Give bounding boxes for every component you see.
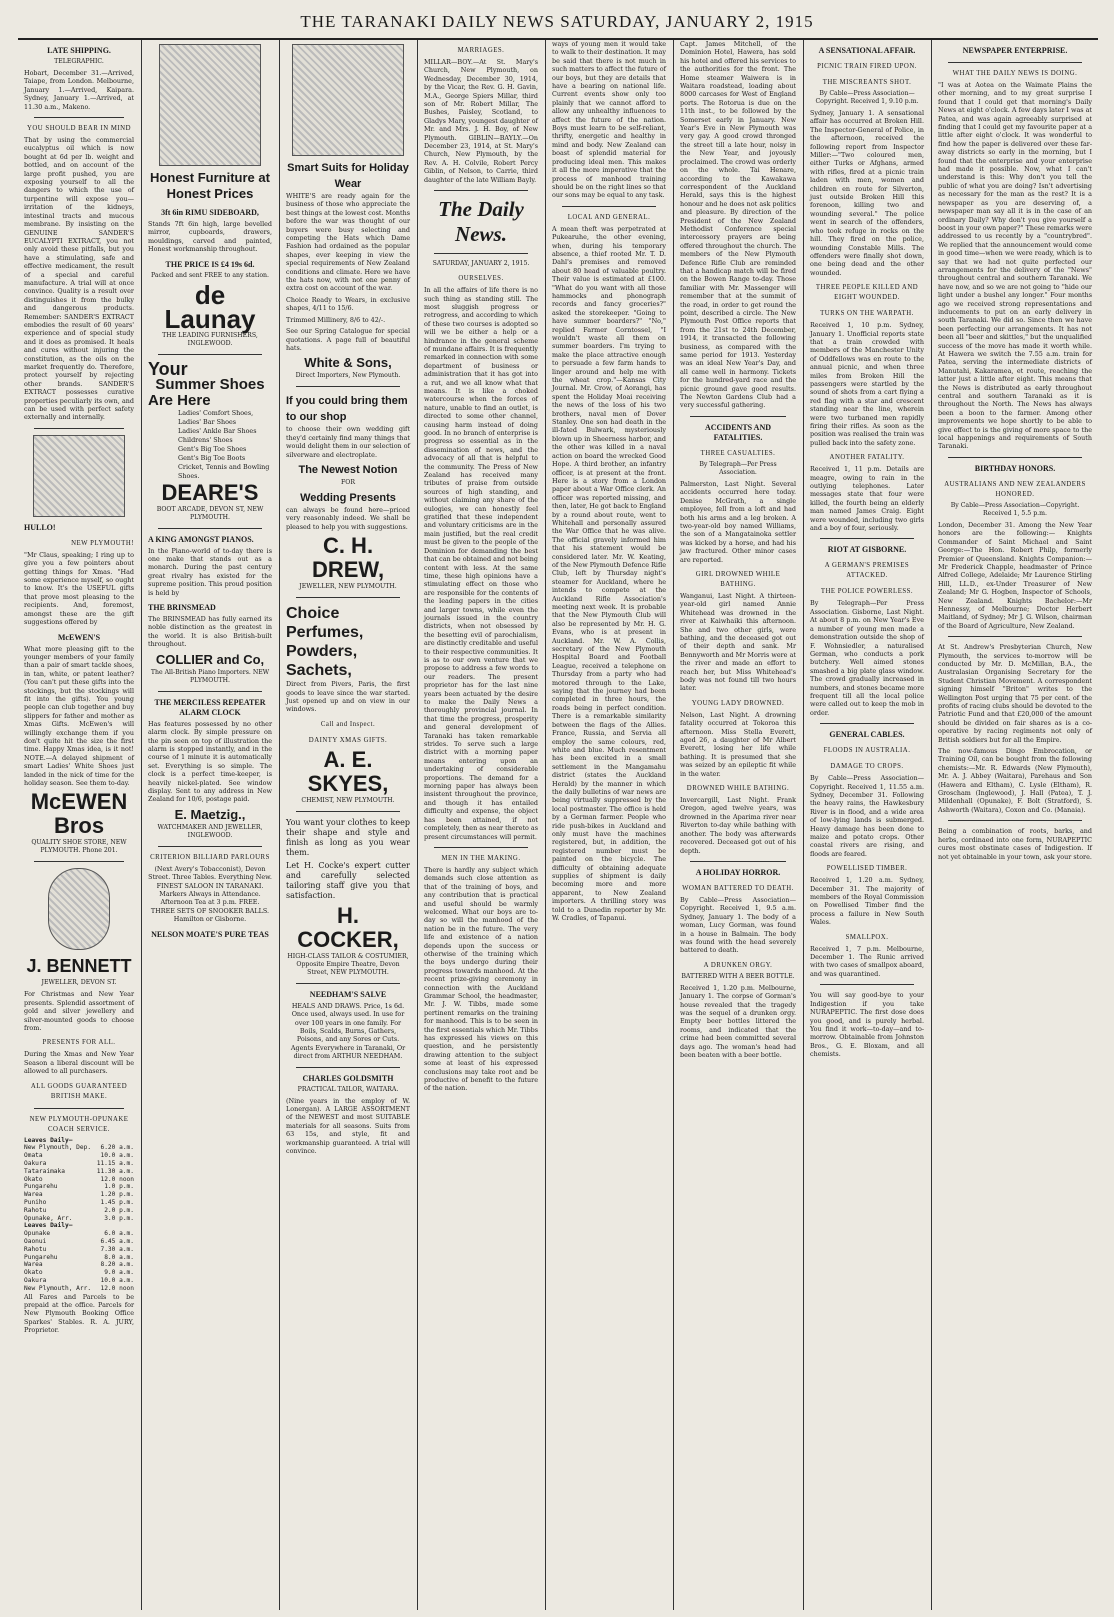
cocker-sub: HIGH-CLASS TAILOR & COSTUMIER, Opposite Empire Theatre, Devon Street, NEW PLYMOUTH. xyxy=(287,952,409,976)
wedding-text: can always be found here—priced very reasonably indeed. We shall be pleased to help you with suggestions. xyxy=(286,505,410,531)
clothes-text: You want your clothes to keep their shape and style and finish as long as you wear them. xyxy=(286,817,410,857)
page-masthead xyxy=(0,0,1114,38)
call-inspect: Call and Inspect. xyxy=(320,720,376,728)
holiday-trimmed: Trimmed Millinery, 8/6 to 42/-. xyxy=(286,315,386,324)
shoe-item: Gent's Big Toe Shoes xyxy=(178,444,247,453)
are-here-heading: Are Here xyxy=(148,391,211,409)
bear-heading: YOU SHOULD BEAR IN MIND xyxy=(26,125,131,133)
deares-sub: BOOT ARCADE, DEVON ST, NEW PLYMOUTH. xyxy=(156,505,264,521)
marriages-heading: MARRIAGES. xyxy=(457,47,505,54)
birthday-heading: BIRTHDAY HONORS. xyxy=(974,463,1056,473)
perfumes-heading: Choice Perfumes, Powders, Sachets, xyxy=(286,605,364,680)
hullo-heading: HULLO! xyxy=(24,522,56,532)
cocker-name: H. COCKER, xyxy=(297,902,399,952)
another-heading: ANOTHER FATALITY. xyxy=(829,454,905,462)
coach-footer: All Fares and Parcels to be prepaid at the office. Parcels for New Plymouth Booking Office Sparkes' Stables. R. A. JURY, Proprietor. xyxy=(24,1292,134,1335)
bennett-guarantee: ALL GOODS GUARANTEED BRITISH MAKE. xyxy=(30,1082,128,1100)
bennett-sub: JEWELLER, DEVON ST. xyxy=(41,979,117,987)
newest-sub: FOR xyxy=(340,478,356,486)
woman-heading: WOMAN BATTERED TO DEATH. xyxy=(682,884,794,892)
shoe-item: Ladies' Comfort Shoes, xyxy=(178,408,254,417)
floods-heading: FLOODS IN AUSTRALIA. xyxy=(823,747,911,755)
nurapeptic-text: You will say good-bye to your Indigestion if you take NURAPEPTIC. The first dose does you good, and is purely herbal. You find it work—to-day—and to-morrow. Obtainable from Johnston Bros., G. E. Bloxam, and all chemists. xyxy=(810,991,924,1059)
damage-text: By Cable—Press Association—Copyright. Received 1, 11.55 a.m. Sydney, December 31. Following the heavy rains, the Hawkesbury River is in flood, and a wide area of low-lying lands is submerged. Heavy damage has been done to maize and potato crops. Other coastal rivers are rising, and floods are feared. xyxy=(810,774,924,858)
holiday-text: WHITE'S are ready again for the business of those who appreciate the best things at the lowest cost. Months before the war was thought of our buyers were busy selecting and competing the Hats which Dame Fashion had ordained as the popular shapes, ever keeping in view the special requirements of New Zealand conditions and climate. Here we have the hats now, with not one penny of extra cost on account of the war. xyxy=(286,192,410,293)
column-7 xyxy=(804,40,930,1610)
timetable-row: Puniho 1.45 p.m. xyxy=(24,1199,134,1207)
birthday-text: London, December 31. Among the New Year honors are the following:— Knights Commander of Saint Michael and Saint George:—The Hon. Robert Philp, formerly Premier of Queensland. Knights Companion:—Mr Frederick Chapple, headmaster of Prince Alfred College, Adelaide; Mr Laurence Stirling Hill, LL.D., ex-Under Treasurer of New Zealand; Mr G. Hogben, Inspector of Schools, New Zealand. Knights Bachelor:—Mr Hennessy, of Melbourne; Doctor Herbert Maitland, of Sydney; Mr J. G. Wilson, chairman of the Board of Agriculture, New Zealand. xyxy=(938,520,1092,630)
timetable-row: Rahotu 7.30 a.m. xyxy=(24,1245,134,1253)
timetable-row: Opunake, Arr. 3.0 p.m. xyxy=(24,1214,134,1222)
shoe-item: Ladies' Ankle Bar Shoes xyxy=(178,426,257,435)
perfumes-text: Direct from Pivers, Paris, the first goods to leave since the war started. Just opened up and on view in our windows. xyxy=(286,680,410,714)
merciless-heading: THE MERCILESS REPEATER ALARM CLOCK xyxy=(154,697,266,717)
column6-text: Capt. James Mitchell, of the Dominion Hotel, Hawera, has sold his hotel and offered his services to the authorities for the front. The Home steamer Waiwera is in Waitara roadstead, loading about 8000 carcases for West of England ports. The Rotorua is due on the 11th inst., to be followed by the Somerset early in January. New Year's Eve in New Plymouth was very gay. A good crowd thronged the street till a late hour, noisy in the New Year, and joyously proclaimed. The crowd was orderly on the whole. Tai Henare, according to the Kawakawa correspondent of the Auckland Herald, says this is the highest honour and he does not ask politics and pleasure. By direction of the President of the New Zealand Methodist Conference special intercessory prayers are being offered throughout the church. The members of the New Plymouth Defence Rifle Club are reminded that a handicap match will be fired on the Bowen Range to-day. Those familiar with Mr. Massenger will remember that at the summit of the road, in order to get round the point, described a circle. The New Plymouth Post Office reports that from the 21st to 24th December, 1914, it transacted the following business, as compared with the same period for 1913. Yesterday was an ideal New Year's Day, and all came well in harmony. Tickets for the hundred-yard race and the picnic ground gave good results. The Newton Gardens Club had a very successful gathering. xyxy=(680,40,796,410)
summer-shoes-heading: Summer Shoes xyxy=(155,375,265,393)
goldsmith-heading: CHARLES GOLDSMITH xyxy=(302,1073,394,1083)
police-heading: THE POLICE POWERLESS. xyxy=(820,588,914,596)
timetable-row: Oakura 10.0 a.m. xyxy=(24,1277,134,1284)
damage-heading: DAMAGE TO CROPS. xyxy=(830,763,904,771)
price-sub: Packed and sent FREE to any station. xyxy=(150,271,269,279)
horror-heading: A HOLIDAY HORROR. xyxy=(695,867,781,877)
wedding-heading: Wedding Presents xyxy=(300,491,396,504)
bear-text: That by using the commercial eucalyptus oil which is now bought at 6d per lb. weight and bottled, and on account of the large profit pushed, you are exposing yourself to all the dangers to which the use of turpentine will expose you—irritation of the kidneys, intestinal tracts and mucous membrane. By insisting on the GENUINE SANDER'S EUCALYPTI EXTRACT, you not only avoid these pitfalls, but you have a stimulating, safe and effective medicament, the result of a special and careful manufacture. A trial will at once convince. Quality is a result over distinguishes it from the bulky and dangerous products. Remember: SANDER'S EXTRACT embodies the result of 60 years' experience and of special study and it does as promised. It heals and cures without injuring the constitution, as the oils on the market frequently do. Therefore, protect yourself by rejecting other brands. SANDER'S EXTRACT possesses curative properties peculiarly its own, and can be used with perfect safety externally and internally. xyxy=(24,136,134,422)
maetzig-sub: WATCHMAKER AND JEWELLER, INGLEWOOD. xyxy=(157,823,263,839)
holiday-catalogue: See our Spring Catalogue for special quotations. A page full of beautiful hats. xyxy=(286,327,410,352)
cocke-text: Let H. Cocke's expert cutter and carefully selected tailoring staff give you that satisfaction. xyxy=(286,860,410,900)
enterprise-text: "I was at Aotea on the Waimate Plains the other morning, and to my great surprise I found that I could get that morning's Daily News at eight o'clock. A few days later I was at Patea, and was again agreeably surprised at finding that I could get my favourite paper at a little after eight o'clock. It was wonderful to find how the paper is delivered over these far-away districts so early in the morning, but I found that the enterprise and your enterprise had made it possible. Now, what I can't understand is this: Why don't you tell the public of what you are doing? Isn't advertising as necessary for the man as the rest? It is a newspaper as you are deserving of, a newspaper man say all it is in the case of an ordinary Daily? Why don't you give yourself a boost in your own paper?" These remarks were addressed to us recently by a "countrybred". We replied that the announcement would come in good time—when we were ready, which is to say that we had not quite perfected our arrangements for the delivery of the "News" throughout central and southern Taranaki. We have now, and so we are not going to "hide our light under a bushel any longer." Four months ago we received strong representations and inducements to put on an early delivery in south Taranaki. We did so. Since then we have been perfecting our arrangements. It has not been all "beer and skittles," but the unqualified success of the move has made it worth while. At Hawera we switch the 7.55 a.m. train for Patea, serving the intermediate districts of Manutahi, Kakaramea, et route, reaching the latter just a little after eight. This means that the News is distributed as early throughout central and southern Taranaki as it is throughout the North. The News has always been a boon to the farmer. Among other improvements we hope shortly to be able to give effect to is the giving of more space to the local happenings and requirements of South Taranaki. xyxy=(938,81,1092,451)
sideboard-text: Stands 7ft 6in high, large bevelled mirror, cupboards, drawers, mouldings, carved and painted, Honest workmanship throughout. xyxy=(148,220,272,254)
enterprise-heading: NEWSPAPER ENTERPRISE. xyxy=(962,46,1068,55)
girl-text: Wanganui, Last Night. A thirteen-year-old girl named Annie Whitehead was drowned in the river at Kaiwhaiki this afternoon. She and two other girls, were bathing, and the deceased got out of their depth and sank. Mr Bennyworth and Mr Morris were at the river and made an effort to reach her, but Miss Whitehead's body was not found till two hours later. xyxy=(680,591,796,693)
timetable-row: Warea 8.20 a.m. xyxy=(24,1261,134,1269)
miscreants-heading: THE MISCREANTS SHOT. xyxy=(822,79,912,86)
timetable-row: Oakura 11.15 a.m. xyxy=(24,1160,134,1168)
mcewen-bros-name: McEWEN Bros xyxy=(30,789,128,839)
price-heading: THE PRICE IS £4 19s 6d. xyxy=(165,259,255,269)
collier-sub: The All-British Piano Importers. NEW PLYMOUTH. xyxy=(150,668,270,684)
timetable-row: Pungarehu 1.0 p.m. xyxy=(24,1183,134,1191)
riot-text: By Telegraph—Per Press Association. Gisborne, Last Night. At about 8 p.m. on New Year's Eve a number of young men made a demonstration outside the shop of F. Wohnsiedler, a naturalised German, who conducts a pork butchery. Well aimed stones smashed a big plate glass window. The crowd gradually increased in numbers, and stones became more frequent till all the local police were called out to keep the mob in order. xyxy=(810,599,924,717)
skyes-sub: CHEMIST, NEW PLYMOUTH. xyxy=(301,796,395,804)
men-text: There is hardly any subject which demands such close attention as that of the training of boys, and any contribution that is practical and useful should be warmly welcomed. What our boys are to-day so will the manhood of the nation be in the future. The very life and existence of a nation depends upon the success or otherwise of the training which the boys undergo during their progress towards manhood. At the recent prize-giving ceremony in connection with the Auckland Grammar School, the headmaster, Mr. J. W. Tibbs, made some pertinent remarks on the training for manhood. This is to be seen in the first essentials which Mr. Tibbs has expressed his views on this question, and he persistently drawing attention to the subject some at least of his expressed conclusions may take root and be productive of benefit to the future of the nation. xyxy=(424,865,538,1093)
timetable-row: New Plymouth, Arr. 12.0 noon xyxy=(24,1284,134,1292)
brinsmead-heading: THE BRINSMEAD xyxy=(148,603,216,613)
drunken-heading: A DRUNKEN ORGY. xyxy=(703,961,773,969)
german-heading: A GERMAN'S PREMISES ATTACKED. xyxy=(824,562,910,580)
bathing-text: Invercargill, Last Night. Frank Oregon, aged twelve years, was drowned in the Aparima river near Riverton to-day while bathing with another. The body was afterwards recovered. Deceased got out of his depth. xyxy=(680,796,796,855)
white-sons-sub: Direct Importers, New Plymouth. xyxy=(295,372,401,380)
bennett-presents: PRESENTS FOR ALL. xyxy=(42,1039,116,1047)
column5-text: ways of young men it would take to walk to their destination. It may be said that there is not much in such matters to affect the future of our boys, but they are details that have a bearing on national life. Current events show only too plainly that we cannot afford to allow any unhealthy influences to affect the future of the nation. Boys must learn to be self-reliant, thrifty, energetic and healthy in mind and body. New Zealand can boast of splendid material for producing ideal men. This makes it all the more imperative that the process of manhood training should be on the right lines so that our sons may be equal to any task. xyxy=(552,40,666,200)
dainty-gifts: DAINTY XMAS GIFTS. xyxy=(308,736,388,744)
mcewen-bros-sub: QUALITY SHOE STORE, NEW PLYMOUTH. Phone 201. xyxy=(31,839,127,855)
masthead-text: THE TARANAKI DAILY NEWS SATURDAY, JANUARY 2, 1915 xyxy=(300,12,814,31)
needham-heading: NEEDHAM'S SALVE xyxy=(309,989,387,999)
timetable-row: Okato 9.0 a.m. xyxy=(24,1269,134,1277)
merciless-text: Has features possessed by no other alarm clock. By simple pressure on the pin seen on top of illustration the alarm is stopped instantly, and in the course of 1 minute it is automatically set. Everything is so simple. The clock is a perfect time-keeper, is heavily nickel-plated. See window display. Sent to any address in New Zealand for 10/6, postage paid. xyxy=(148,719,272,804)
sideboard-illustration xyxy=(159,44,261,166)
deares-name: DEARE'S xyxy=(161,479,259,505)
holiday-heading: Smart Suits for Holiday Wear xyxy=(287,162,409,190)
drunken-text: Received 1, 1.20 p.m. Melbourne, January 1. The corpse of Gorman's house revealed that the tragedy was the sequel of a drunken orgy. Empty beer bottles littered the rooms, and indicated that the crime had been committed several days ago. The woman's head had been beaten with a beer bottle. xyxy=(680,983,796,1059)
local-heading: LOCAL AND GENERAL. xyxy=(567,213,651,221)
your-heading: Your xyxy=(148,358,188,379)
shipping-text: Hobart, December 31.—Arrived, Taiape, from London. Melbourne, January 1.—Arrived, Kaipara. Sydney, January 1.—Arrived, at 11.30 a.m., Makeno. xyxy=(24,69,134,111)
column-1 xyxy=(18,40,140,1610)
bennett-text2: During the Xmas and New Year Season a liberal discount will be allowed to all purchasers. xyxy=(24,1050,134,1076)
turks-heading: TURKS ON THE WARPATH. xyxy=(820,310,914,318)
newest-heading: The Newest Notion xyxy=(298,463,398,476)
de-launay-sub: THE LEADING FURNISHERS, INGLEWOOD. xyxy=(162,331,258,347)
miscreants-sub: By Cable—Press Association—Copyright. Received 1, 9.10 p.m. xyxy=(815,90,919,105)
criterion-heading: CRITERION BILLIARD PARLOURS xyxy=(150,853,270,861)
marriages-text: MILLAR—BOY.—At St. Mary's Church, New Plymouth, on Wednesday, December 30, 1914, by the Vicar, the Rev. G. H. Gavin, M.A., George Spiers Millar, third son of Mr. Robert Millar, The Bushes, Paisley, Scotland, to Gladys Mary, youngest daughter of Mr. and Mrs. J. H. Boy, of New Plymouth. GIBLIN—BAYLY.—On December 23, 1914, at St. Mary's Church, New Plymouth, by the Rev. A. H. Colvile, Robert Percy Giblin, of Nelson, to Carrie, third daughter of the late William Bayly. xyxy=(424,58,538,184)
girl-heading: GIRL DROWNED WHILE BATHING. xyxy=(695,570,781,588)
timetable-row: Okato 12.0 noon xyxy=(24,1175,134,1183)
killed-heading: THREE PEOPLE KILLED AND EIGHT WOUNDED. xyxy=(815,284,919,302)
miscreants-text: Sydney, January 1. A sensational affair has occurred at Broken Hill. The Inspector-General of Police, in the afternoon, received the following report from Inspector Miller:—"Two coloured men, either Turks or Afghans, armed with rifles, fired at a picnic train laden with men, women and children en route for Silverton, just outside Broken Hill this forenoon, killing two and wounding several." The police went in search of the offenders, who took refuge in rocks on the hill. They fired on the police, wounding Constable Mills. The offenders were finally shot down, one being dead and the other wounded. xyxy=(810,109,924,277)
three-text: Palmerston, Last Night. Several accidents occurred here today. Denise McGrath, a single employee, fell from a loft and had both his arms and a leg broken. A two-year-old boy named Williams, the son of a Mangatainoka settler was kicked by a horse, and had his jaw fractured. Other minor cases are reported. xyxy=(680,479,796,564)
church-text: At St. Andrew's Presbyterian Church, New Plymouth, the services to-morrow will be conducted by Mr. D. McMillan, B.A., the Australasian Organising Secretary for the Student Christian Movement. A correspondent signing himself "Briton" writes to the Wellington Post urging that 75 per cent. of the profits of racing clubs should be devoted to the Patriotic Fund and that £20,000 of the amount should be divided on fair shares as is a co-operative by racing regiments not only of British soldiers but for all the Empire. xyxy=(938,643,1092,744)
timetable-row: Pungarehu 8.0 a.m. xyxy=(24,1253,134,1261)
column-8 xyxy=(932,40,1098,1610)
timetable-row: Tataraimaka 11.30 a.m. xyxy=(24,1167,134,1175)
bring-heading: If you could bring them to our shop xyxy=(286,395,408,424)
bennett-name: J. BENNETT xyxy=(26,956,132,977)
hullo-subheading: NEW PLYMOUTH! xyxy=(71,539,134,547)
shipping-subheading: TELEGRAPHIC. xyxy=(54,58,104,65)
three-heading: THREE CASUALTIES. xyxy=(700,449,776,457)
column-4 xyxy=(418,40,544,1610)
de-launay-name: de Launay xyxy=(164,279,256,334)
bathing-heading: DROWNED WHILE BATHING. xyxy=(686,785,790,793)
drew-name: C. H. DREW, xyxy=(311,533,385,583)
drunken-sub: BATTERED WITH A BEER BOTTLE. xyxy=(681,972,795,980)
men-heading: MEN IN THE MAKING. xyxy=(441,854,521,862)
mcewens-label: McEWEN'S xyxy=(57,632,101,642)
timber-heading: POWELLISED TIMBER. xyxy=(826,865,908,873)
coach-leaves: Leaves Daily— xyxy=(24,1136,73,1144)
general-heading: GENERAL CABLES. xyxy=(829,730,905,740)
timetable-row: New Plymouth, Dep. 6.20 a.m. xyxy=(24,1144,134,1152)
sideboard-heading: 3ft 6in RIMU SIDEBOARD, xyxy=(161,208,259,217)
honest-furniture-heading: Honest Furniture at Honest Prices xyxy=(150,170,270,201)
coach-timetable xyxy=(24,1137,134,1293)
another-text: Received 1, 11 p.m. Details are meagre, owing to rain in the outlying telephones. Later messages state that four were killed, the fourth being an elderly man named James Craig. Eight were wounded, including two girls and a boy of four, seriously. xyxy=(810,465,924,533)
timber-text: Received 1, 1.20 a.m. Sydney, December 31. The majority of members of the Royal Commission on Powellised Timber find the process a failure in New South Wales. xyxy=(810,876,924,927)
accidents-heading: ACCIDENTS AND FATALITIES. xyxy=(704,422,771,442)
needham-text: HEALS AND DRAWS. Price, 1s 6d. Once used, always used. In use for over 100 years in one family. For Boils, Scalds, Burns, Gathers, Poisons, and any Sores or Cuts. Agents Everywhere in Taranaki, Or direct from ARTHUR NEEDHAM. xyxy=(290,1001,406,1061)
brinsmead-text: The BRINSMEAD has fully earned its noble distinction as the greatest in the world. It is also British-built throughout. xyxy=(148,615,272,649)
smallpox-text: Received 1, 7 p.m. Melbourne, December 1. The Runic arrived with two cases of smallpox aboard, and was quarantined. xyxy=(810,944,924,978)
maetzig-name: E. Maetzig., xyxy=(174,806,246,822)
shoe-item: Childrens' Shoes xyxy=(178,435,233,444)
coach-leaves-2: Leaves Daily— xyxy=(24,1222,73,1230)
hullo-text: "Mr Claus, speaking; I ring up to give you a few pointers about getting things for Xmas. "Had some experience myself, so ought to know. It's the USEFUL gifts that prove most pleasing to the recipients. And, foremost, amongst these are the gift suggestions offered by xyxy=(24,550,134,627)
daily-news-masthead: The Daily News. xyxy=(438,197,524,247)
santa-illustration xyxy=(33,435,125,517)
riot-heading: RIOT AT GISBORNE. xyxy=(827,545,907,555)
bring-text: to choose their own wedding gift they'd certainly find many things that would delight them in our selection of silverware and electroplate. xyxy=(286,425,410,459)
king-text: In the Piano-world of to-day there is one make that stands out as a monarch. During the past century great rivalry has existed for the supreme position. This proud position is held by xyxy=(148,546,272,597)
column-2 xyxy=(142,40,278,1610)
timetable-row: Warea 1.20 p.m. xyxy=(24,1191,134,1199)
coach-heading: NEW PLYMOUTH-OPUNAKE COACH SERVICE. xyxy=(29,1115,129,1133)
ourselves-text: In all the affairs of life there is no such thing as standing still. The most sluggish progress or retrogress, and according to which of these two courses is adopted so will we be either a help or a hindrance in the general scheme of mundane affairs. It is frequently remarked in connection with some department of business or administration that it has got into a rut, and we all know what that means. It is like a choked watercourse when the forces of nature, unable to find an outlet, is directed to some other channel, causing harm instead of doing good. In no branch of enterprise is progress so essential as in the dissemination of news, and the advocacy of all that is helpful to the community. The Press of New Zealand has received many tributes of praise from outside sources of high standing, and without claiming any share of the eulogies, we can honestly feel gratified that these independent and voluntary criticisms are in the main justified, but the real credit must be given to the people of the Dominion for demanding the best that can be obtained and not being content with less. At the same time, these high opinions have a stimulating effect on those who are responsible for the contents of the leading papers in the cities and larger towns, while even the journals issued in the country districts, when not obsessed by the besetting evil of parochialism, are distinctly creditable and useful to their respective communities. It is as to our own venture that we propose to address a few words to our readers. The present proprietor has for the last nine years been actuated by the desire to make the Daily News a thoroughly provincial journal. In that time the progress, prosperity and general development of Taranaki has taken remarkable strides. To serve such a large district with a morning paper means entering upon an undertaking of considerable proportions. The demand for a morning paper has always been insistent throughout the province, and though it has entailed difficulty and expense, the object has been attained, if not completely, then as near thereto as present circumstances will permit. xyxy=(424,286,538,841)
embrocation-text: The now-famous Dingo Embrocation, or Training Oil, can be bought from the following chemists:—Mr. R. Edwards (New Plymouth), Mr. A. J. Abbey (Waitara), Parehaus and Son (Hawera and Eltham), C. Lysle (Eltham), R. Groscham (Inglewood), J. Hall (Patea), T. J. Mildenhall (Opunake), F. Bolt (Stratford), S. Ashworth (Waitara), Coxon and Co. (Manaia). xyxy=(938,747,1092,814)
editorial-date: SATURDAY, JANUARY 2, 1915. xyxy=(432,260,530,268)
turks-text: Received 1, 10 p.m. Sydney, January 1. Unofficial reports state that a train crowded with members of the Manchester Unity of Oddfellows was en route to the annual picnic, and when three miles from Broken Hill the passengers were startled by the sound of shots from a cart flying a red flag with a star and crescent standing near the line, wherein were two turbaned men rapidly firing their rifles. As soon as the position was realised the train was pulled back into the safety zone. xyxy=(810,321,924,447)
woman-text: By Cable—Press Association—Copyright. Received 1, 9.5 a.m. Sydney, January 1. The body of a woman, Lucy Gorman, was found in a house in Balmain. The body was found with the head severely battered to death. xyxy=(680,895,796,955)
collier-name: COLLIER and Co, xyxy=(155,651,265,667)
timetable-row: Omata 10.0 a.m. xyxy=(24,1152,134,1160)
three-sub: By Telegraph—Per Press Association. xyxy=(699,460,777,476)
goldsmith-text: (Nine years in the employ of W. Lonergan). A LARGE ASSORTMENT of the NEWEST and most SUITABLE materials for all seasons. Suits from 63 15s, and style, fit and workmanship guaranteed. A trial will convince. xyxy=(286,1096,410,1156)
nelson-moate-heading: NELSON MOATE'S PURE TEAS xyxy=(151,929,269,939)
picnic-heading: PICNIC TRAIN FIRED UPON. xyxy=(817,63,917,70)
young-text: Nelson, Last Night. A drowning fatality occurred at Tokoroa this afternoon. Miss Stella Everett, aged 26, a daughter of Mr Albert Everett, losing her life while bathing. It is presumed that she was seized by an epileptic fit while in the water. xyxy=(680,710,796,778)
timetable-row: Oaonui 6.45 a.m. xyxy=(24,1238,134,1246)
criterion-text: (Next Avery's Tobacconist), Devon Street. Three Tables. Everything New. FINEST SALOON IN TARANAKI. Markers Always in Attendance. Afternoon Tea at 3 p.m. FREE. THREE SETS OF SNOOKER BALLS. Hamilton or Gisborne. xyxy=(148,864,272,924)
shoe-item: Cricket, Tennis and Bowling Shoes. xyxy=(178,462,270,480)
holiday-choice: Choice Ready to Wears, in exclusive shapes, 4/11 to 15/6. xyxy=(286,295,410,313)
young-heading: YOUNG LADY DROWNED. xyxy=(691,699,785,707)
shoe-item: Ladies' Bar Shoes xyxy=(178,417,237,426)
nurapeptic-footer: Being a combination of roots, barks, and herbs, cordinaed into one form, NURAPEPTIC cures most obstinate cases of Indigestion. If not yet obtainable in your town, ask your store. xyxy=(938,827,1092,861)
column-5 xyxy=(546,40,672,1610)
skyes-name: A. E. SKYES, xyxy=(307,746,389,796)
timetable-row: Opunake 6.0 a.m. xyxy=(24,1230,134,1238)
doing-heading: WHAT THE DAILY NEWS IS DOING. xyxy=(952,70,1078,77)
drew-sub: JEWELLER, NEW PLYMOUTH. xyxy=(299,583,397,591)
hat-illustration xyxy=(292,44,404,156)
column-3 xyxy=(280,40,416,1610)
australians-heading: AUSTRALIANS AND NEW ZEALANDERS HONORED. xyxy=(944,480,1086,498)
timetable-row: Rahotu 2.0 p.m. xyxy=(24,1206,134,1214)
shoe-item: Gent's Big Toe Boots xyxy=(178,453,246,462)
white-sons-name: White & Sons, xyxy=(304,355,392,371)
shipping-heading: LATE SHIPPING. xyxy=(47,46,111,55)
king-heading: A KING AMONGST PIANOS. xyxy=(148,534,254,544)
local-text: A mean theft was perpetrated at Pukearuhe, the other evening, when, during his temporary absence, a thief rooted Mr. T. D. Dahl's premises and removed about 80 head of valuable poultry. Their value is estimated at £100. "What do you want with all those hammocks and phonograph records and fancy groceries?" asked the storekeeper. "Going to have summer boarders?" "No," replied Farmer Corntossel, "I wouldn't waste all them on summer boarders. I'm trying to make the place attractive enough to persuade a few farm hands to linger around and help me with the wheat crop."—Kansas City Journal. Mr. Crow, of Aorangi, has spent the Holiday Moai receiving the news of the loss of his two brothers, naval men of Dover Stanley. One son had death in the ill-fated Bulwark, mysteriously blown up in Sheerness harbor, and the other was killed in a naval action on board the wrecked Good Hope. A third brother, an infantry officer, is at present at the front. Here is a story from a London paper about a War Office clerk. An officer was reported missing, and then, later, He got back to England by a round about route, went to Whitehall and personally assured the War Office that he was alive. The official gravely informed him that his statement would be considered later. Mr. W. Keating, of the New Plymouth Defence Rifle Club, left by Thursday night's steamer for Auckland, where he intends to compete at the Auckland Rifle Association's meeting next week. It is probable that the New Plymouth Club will also be represented by Mr. H. G. Evans, who is at present in Auckland. Mr. W. A. Collis, secretary of the New Plymouth Hospital Board and Football League, received a telephone on Thursday from a party who had motored through to the Lake, saying that the journey had been completed in three hours, the roads being in perfect condition. There is a remarkable similarity between the flags of the Allies. France, Russia, and Servia all employ the same colours, red, white and blue. Much resentment has been excited in a small settlement in the Mangamahu district (states the Auckland Herald) by the manner in which the daily bulletins of war news are being virtually suppressed by the local postmaster. The office is held by a German farmer. People who ride push-bikes in Auckland and only must have the machines registered, but, in addition, the registered number must be painted on the bicycle. The difficulty of obtaining adequate supplies of shipment is daily becoming more and more apparent, to New Zealand importers. A thrilling story was told to a Dunedin reporter by Mr. W. Cradles, of Tapanui. xyxy=(552,224,666,923)
goldsmith-sub: PRACTICAL TAILOR, WAITARA. xyxy=(297,1085,399,1093)
mcewens-text: What more pleasing gift to the younger members of your family than a pair of smart tackle shoes, in tan, white, or patent leather? (You can't put these gifts into the stockings, but the stockings will fit into the gifts). You young people can club together and buy slippers for father and mother as Xmas Gifts. McEwen's will willingly exchange them if you don't quite hit the size the first time. Happy Xmas idea, is it not! NOTE.—A delayed shipment of smart Ladies' White Shoes just landed in the nick of time for the holiday season. See them to-day. xyxy=(24,644,134,787)
bennett-text: For Christmas and New Year presents. Splendid assortment of gold and silver jewellery and silver-mounted goods to choose from. xyxy=(24,990,134,1033)
column-6 xyxy=(674,40,802,1610)
ourselves-heading: OURSELVES. xyxy=(458,275,504,283)
smallpox-heading: SMALLPOX. xyxy=(845,933,889,941)
pocket-watch-illustration xyxy=(48,868,110,950)
birthday-sub: By Cable—Press Association—Copyright. Received 1, 5.5 p.m. xyxy=(950,501,1080,517)
sensation-heading: A SENSATIONAL AFFAIR. xyxy=(818,46,916,55)
